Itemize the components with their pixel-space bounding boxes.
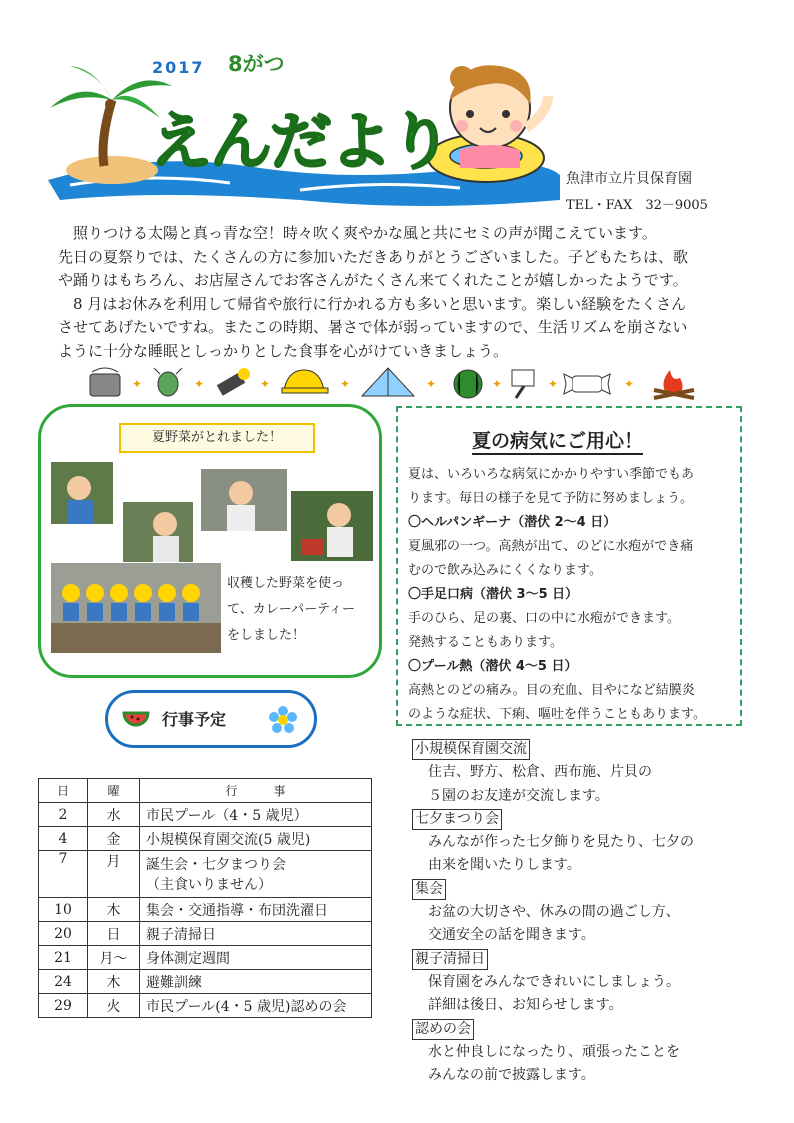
event-details	[412, 738, 742, 1087]
hat-icon	[282, 370, 328, 393]
table-row	[39, 946, 372, 970]
table-row	[39, 970, 372, 994]
col-day: 日	[39, 779, 88, 803]
svg-text:✦: ✦	[492, 377, 503, 391]
detail-line: みんなが作った七夕飾りを見たり、七夕の	[428, 834, 694, 851]
caption-line: をしました！	[227, 628, 306, 643]
sparkle-icon: ✦	[132, 377, 143, 391]
dow-cell: 水	[88, 803, 140, 827]
tent-icon	[362, 368, 414, 396]
svg-text:✦: ✦	[194, 377, 205, 391]
day-cell: 24	[39, 970, 88, 994]
detail-heading: 七夕まつり会	[412, 809, 502, 830]
intro-line: 照りつける太陽と真っ青な空！時々吹く爽やかな風と共にセミの声が聞こえています。	[58, 224, 657, 242]
day-cell: 2	[39, 803, 88, 827]
svg-text:✦: ✦	[260, 377, 271, 391]
illness-line: 夏は、いろいろな病気にかかりやすい季節でもあ	[408, 467, 695, 482]
illness-heading: 〇ヘルパンギーナ（潜伏 2～4 日）	[408, 515, 617, 530]
summer-illness-panel	[396, 406, 742, 726]
dow-cell: 金	[88, 827, 140, 851]
table-row	[39, 898, 372, 922]
event-cell	[140, 851, 372, 898]
svg-text:✦: ✦	[548, 377, 559, 391]
photo-child-1	[51, 462, 113, 524]
svg-text:✦: ✦	[426, 377, 437, 391]
detail-line: 詳細は後日、お知らせします。	[428, 997, 623, 1014]
intro-line: ように十分な睡眠としっかりとした食事を心がけていきましょう。	[58, 341, 509, 360]
event-text: 誕生会・七夕まつり会	[146, 857, 286, 873]
detail-heading: 小規模保育園交流	[412, 739, 530, 760]
harvest-caption	[227, 571, 377, 649]
dow-cell: 月	[88, 851, 140, 898]
icon-strip	[88, 364, 708, 400]
event-cell: 小規模保育園交流(5 歳児)	[140, 827, 372, 851]
flower-icon	[268, 705, 298, 735]
intro-text	[58, 222, 748, 363]
illness-line: 夏風邪の一つ。高熱が出て、のどに水疱ができ痛	[408, 539, 694, 554]
illness-line: のような症状、下痢、嘔吐を伴うこともあります。	[408, 707, 706, 722]
events-heading	[105, 690, 317, 748]
event-note: （主食いりません）	[146, 877, 272, 893]
illness-line: 手のひら、足の裏、口の中に水疱ができます。	[408, 611, 680, 626]
event-cell: 集会・交通指導・布団洗濯日	[140, 898, 372, 922]
header	[0, 0, 794, 215]
detail-line: 水と仲良しになったり、頑張ったことを	[428, 1043, 680, 1060]
campfire-icon	[654, 370, 694, 398]
day-cell: 29	[39, 994, 88, 1018]
intro-line: や踊りはもちろん、お店屋さんでお客さんがたくさん来てくれたことが嬉しかったようです。	[58, 271, 688, 289]
candy-icon	[564, 374, 610, 394]
dow-cell: 日	[88, 922, 140, 946]
intro-line: 8 月はお休みを利用して帰省や旅行に行かれる方も多いと思います。楽しい経験をたくさん	[58, 294, 687, 313]
detail-block	[412, 738, 742, 808]
lunchbox-icon	[90, 368, 120, 396]
detail-block	[412, 808, 742, 878]
table-header-row	[39, 779, 372, 803]
detail-heading: 集会	[412, 879, 446, 900]
dow-cell: 木	[88, 970, 140, 994]
photo-child-4	[291, 491, 373, 561]
detail-line: 由来を聞いたりします。	[428, 857, 581, 874]
table-row	[39, 803, 372, 827]
event-cell: 身体測定週間	[140, 946, 372, 970]
illness-body	[408, 463, 738, 727]
watermelon-slice-icon	[122, 707, 150, 731]
detail-line: みんなの前で披露します。	[428, 1067, 595, 1084]
svg-text:✦: ✦	[340, 377, 351, 391]
detail-block	[412, 1018, 742, 1088]
detail-line: 交通安全の話を聞きます。	[428, 927, 595, 944]
photo-child-3	[201, 469, 287, 531]
intro-line: 先日の夏祭りでは、たくさんの方に参加いただきありがとうございました。子どもたちは、歌	[58, 247, 689, 266]
schedule-table	[38, 778, 372, 1018]
col-event: 行 事	[140, 779, 372, 803]
detail-line: お盆の大切さや、休みの間の過ごし方、	[428, 904, 680, 921]
illness-line: 発熱することもあります。	[408, 635, 563, 650]
day-cell: 21	[39, 946, 88, 970]
detail-block	[412, 948, 742, 1018]
watermelon-icon	[454, 370, 482, 398]
event-cell: 親子清掃日	[140, 922, 372, 946]
col-dow: 曜	[88, 779, 140, 803]
month: 8がつ	[228, 52, 285, 76]
dow-cell: 火	[88, 994, 140, 1018]
illness-title: 夏の病気にご用心！	[472, 426, 643, 455]
dow-cell: 木	[88, 898, 140, 922]
table-row	[39, 922, 372, 946]
day-cell: 20	[39, 922, 88, 946]
flashlight-icon	[217, 368, 250, 396]
photo-child-2	[123, 502, 193, 562]
photo-group	[51, 563, 221, 653]
caption-line: 収穫した野菜を使っ	[227, 576, 345, 591]
tel-fax: TEL・FAX 32－9005	[566, 198, 708, 213]
dow-cell: 月～	[88, 946, 140, 970]
illness-line: 高熱とのどの痛み。目の充血、目やになど結膜炎	[408, 683, 695, 698]
event-cell: 市民プール（4・5 歳児）	[140, 803, 372, 827]
school-name: 魚津市立片貝保育園	[566, 171, 692, 187]
event-cell: 市民プール(4・5 歳児)認めの会	[140, 994, 372, 1018]
detail-line: 保育園をみんなできれいにしましょう。	[428, 973, 680, 990]
detail-heading: 親子清掃日	[412, 949, 488, 970]
event-cell: 避難訓練	[140, 970, 372, 994]
day-cell: 10	[39, 898, 88, 922]
detail-heading: 認めの会	[412, 1019, 474, 1040]
intro-line: させてあげたいですね。またこの時期、暑さで体が弱っていますので、生活リズムを崩さない	[58, 318, 688, 336]
table-row	[39, 994, 372, 1018]
illness-heading: 〇手足口病（潜伏 3～5 日）	[408, 587, 579, 602]
year: 2017	[152, 58, 205, 77]
harvest-panel	[38, 404, 382, 678]
caption-line: て、カレーパーティー	[227, 602, 356, 617]
illness-line: ります。毎日の様子を見て予防に努めましょう。	[408, 491, 693, 506]
events-heading-label: 行事予定	[162, 710, 227, 729]
illness-line: むので飲み込みにくくなります。	[408, 563, 602, 578]
detail-line: 住吉、野方、松倉、西布施、片貝の	[428, 764, 652, 781]
bug-icon	[154, 368, 182, 396]
table-row	[39, 851, 372, 898]
detail-block	[412, 878, 742, 948]
table-row	[39, 827, 372, 851]
day-cell: 7	[39, 851, 88, 898]
svg-text:✦: ✦	[624, 377, 635, 391]
detail-line: ５園のお友達が交流します。	[428, 787, 609, 804]
harvest-title: 夏野菜がとれました！	[119, 423, 315, 453]
day-cell: 4	[39, 827, 88, 851]
newsletter-title: えんだより	[150, 105, 451, 178]
island-icon	[66, 156, 158, 184]
illness-heading: 〇プール熱（潜伏 4～5 日）	[408, 659, 578, 674]
net-icon	[512, 370, 534, 398]
